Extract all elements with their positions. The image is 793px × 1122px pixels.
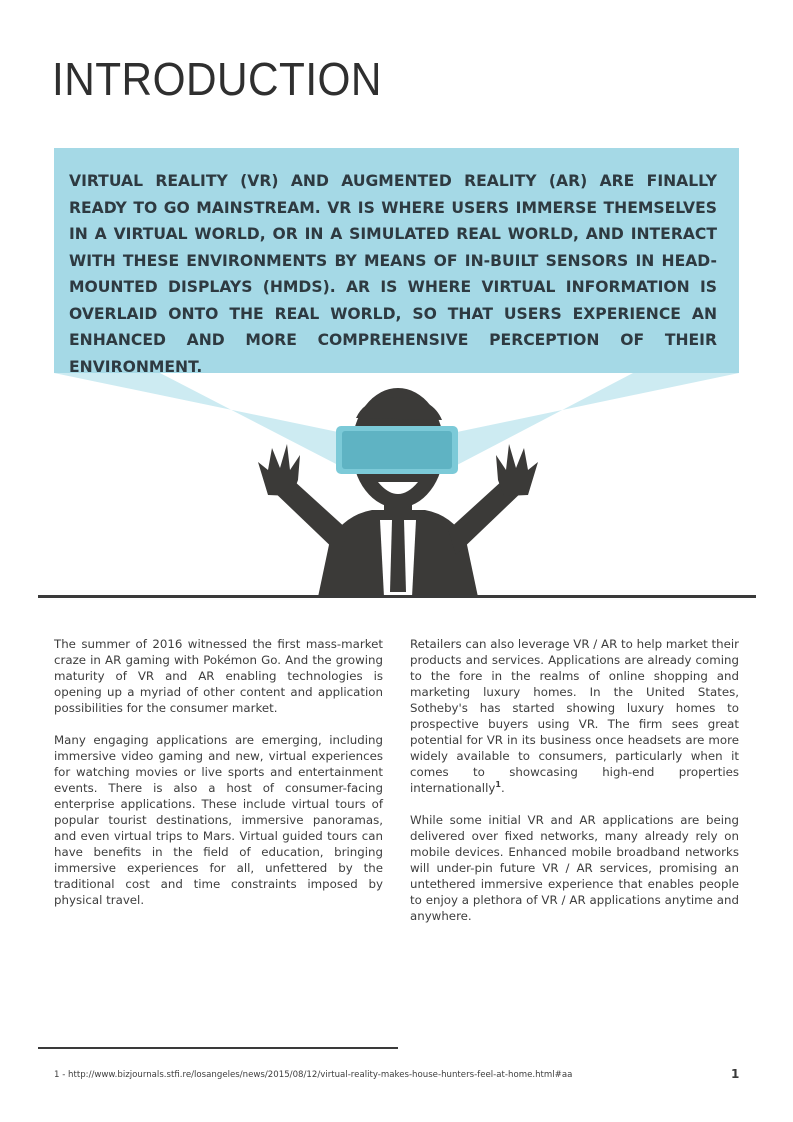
- light-beam-right: [457, 373, 739, 465]
- figure-right-hand: [496, 444, 538, 496]
- footnote[interactable]: 1 - http://www.bizjournals.stfi.re/losangeles/news/2015/08/12/virtual-reality-makes-house-hunters-feel-at-home.html#aa: [54, 1070, 573, 1080]
- right-column: [410, 636, 739, 940]
- right-paragraph-2: While some initial VR and AR applications are being delivered over fixed networks, many already rely on mobile devices. Enhanced mobile broadband networks will under-pin future VR / AR services, promising an untethered immersive experience that enables people to enjoy a plethora of VR / AR applications anytime and anywhere.: [410, 813, 739, 923]
- intro-box: [54, 148, 739, 376]
- figure-tie: [390, 520, 406, 592]
- light-beam-left: [54, 373, 338, 465]
- right-paragraph-1: [410, 636, 739, 796]
- footnote-ref[interactable]: 1: [495, 780, 501, 790]
- left-column: [54, 636, 383, 924]
- left-paragraph-1: The summer of 2016 witnessed the first mass-market craze in AR gaming with Pokémon Go. And the growing maturity of VR and AR enabling technologies is opening up a myriad of other content and application possibilities for the consumer market.: [54, 637, 383, 715]
- intro-text: VIRTUAL REALITY (VR) AND AUGMENTED REALITY (AR) ARE FINALLY READY TO GO MAINSTREAM. VR IS WHERE USERS IMMERSE THEMSELVES IN A VIRTUAL WORLD, OR IN A SIMULATED REAL WORLD, AND INTERACT WITH THESE ENVIRONMENTS BY MEANS OF IN-BUILT SENSORS IN HEAD-MOUNTED DISPLAYS (HMDS). AR IS WHERE VIRTUAL INFORMATION IS OVERLAID ONTO THE REAL WORLD, SO THAT USERS EXPERIENCE AN ENHANCED AND MORE COMPREHENSIVE PERCEPTION OF THEIR ENVIRONMENT.: [69, 172, 717, 376]
- page-title: INTRODUCTION: [52, 53, 382, 105]
- figure-left-hand: [258, 444, 300, 496]
- footnote-divider: [38, 1047, 398, 1049]
- page-number: 1: [731, 1067, 740, 1081]
- right-paragraph-1-end: .: [500, 781, 505, 795]
- left-paragraph-2: Many engaging applications are emerging, including immersive video gaming and new, virtual experiences for watching movies or live sports and entertainment events. There is also a host of consumer-facing enterprise applications. These include virtual tours of popular tourist destinations, immersive panoramas, and even virtual trips to Mars. Virtual guided tours can have benefits in the field of education, bringing immersive experiences for all, unfettered by the traditional cost and time constraints imposed by physical travel.: [54, 733, 383, 907]
- right-paragraph-1-text: Retailers can also leverage VR / AR to help market their products and services. Applications are already coming to the fore in the realms of online shopping and marketing luxury homes. In the United States, Sotheby's has started showing luxury homes to prospective buyers using VR. The firm sees great potential for VR in its business once headsets are more widely available to consumers, particularly when it comes to showcasing high-end properties internationally: [410, 637, 739, 795]
- section-divider: [38, 595, 756, 598]
